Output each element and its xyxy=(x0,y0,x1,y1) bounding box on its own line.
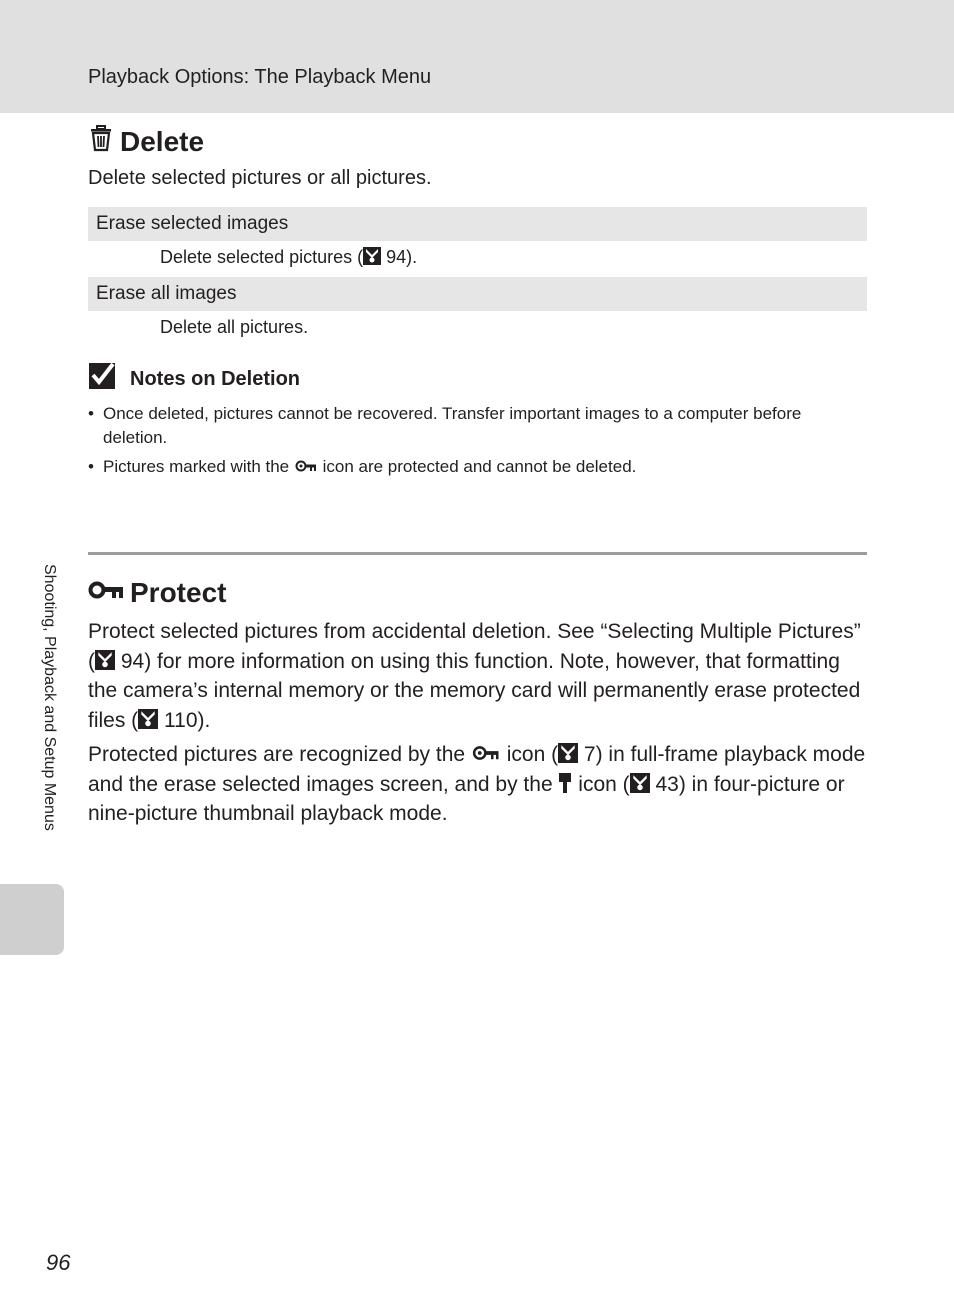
notes-heading xyxy=(88,362,300,396)
header-band xyxy=(0,0,954,113)
option-erase-all-desc: Delete all pictures. xyxy=(160,317,309,337)
side-section-label: Shooting, Playback and Setup Menus xyxy=(41,564,58,831)
option-erase-selected-desc: Delete selected pictures ( 94). xyxy=(160,247,418,267)
protect-paragraph-1: Protect selected pictures from accidental deletion. See “Selecting Multiple Pictures” ( 94) for more information on using this function. Note, however, that formatting the camera’s internal memory or the memory card will permanently erase protected files ( 110). xyxy=(88,620,861,732)
header-title: Playback Options: The Playback Menu xyxy=(88,66,432,88)
reference-icon xyxy=(558,743,578,763)
protect-key-icon xyxy=(471,743,501,763)
protect-thumbnail-icon xyxy=(558,772,572,794)
reference-icon xyxy=(138,709,158,729)
side-thumb-tab xyxy=(0,884,64,955)
delete-heading xyxy=(88,124,204,159)
protect-heading xyxy=(88,577,226,609)
protect-title: Protect xyxy=(130,577,227,608)
page-number: 96 xyxy=(46,1250,71,1275)
reference-icon xyxy=(630,773,650,793)
check-icon xyxy=(88,362,118,396)
section-divider xyxy=(88,552,867,555)
delete-title: Delete xyxy=(120,125,205,157)
notes-list xyxy=(88,402,848,484)
option-erase-all: Erase all images xyxy=(88,277,867,311)
notes-title: Notes on Deletion xyxy=(130,367,301,390)
key-icon xyxy=(88,577,124,609)
note-item: • Once deleted, pictures cannot be recovered. Transfer important images to a computer before deletion. xyxy=(88,402,848,450)
reference-icon xyxy=(363,247,381,265)
note-item: • Pictures marked with the icon are protected and cannot be deleted. xyxy=(88,455,848,479)
option-erase-selected: Erase selected images xyxy=(88,207,867,241)
trash-icon xyxy=(88,124,114,159)
protect-key-icon xyxy=(294,458,318,474)
protect-paragraph-2: Protected pictures are recognized by the icon ( 7) in full-frame playback mode and the erase selected images screen, and by the icon ( 43) in four-picture or nine-picture thumbnail playback mode. xyxy=(88,743,866,825)
reference-icon xyxy=(95,650,115,670)
delete-intro: Delete selected pictures or all pictures. xyxy=(88,167,432,189)
